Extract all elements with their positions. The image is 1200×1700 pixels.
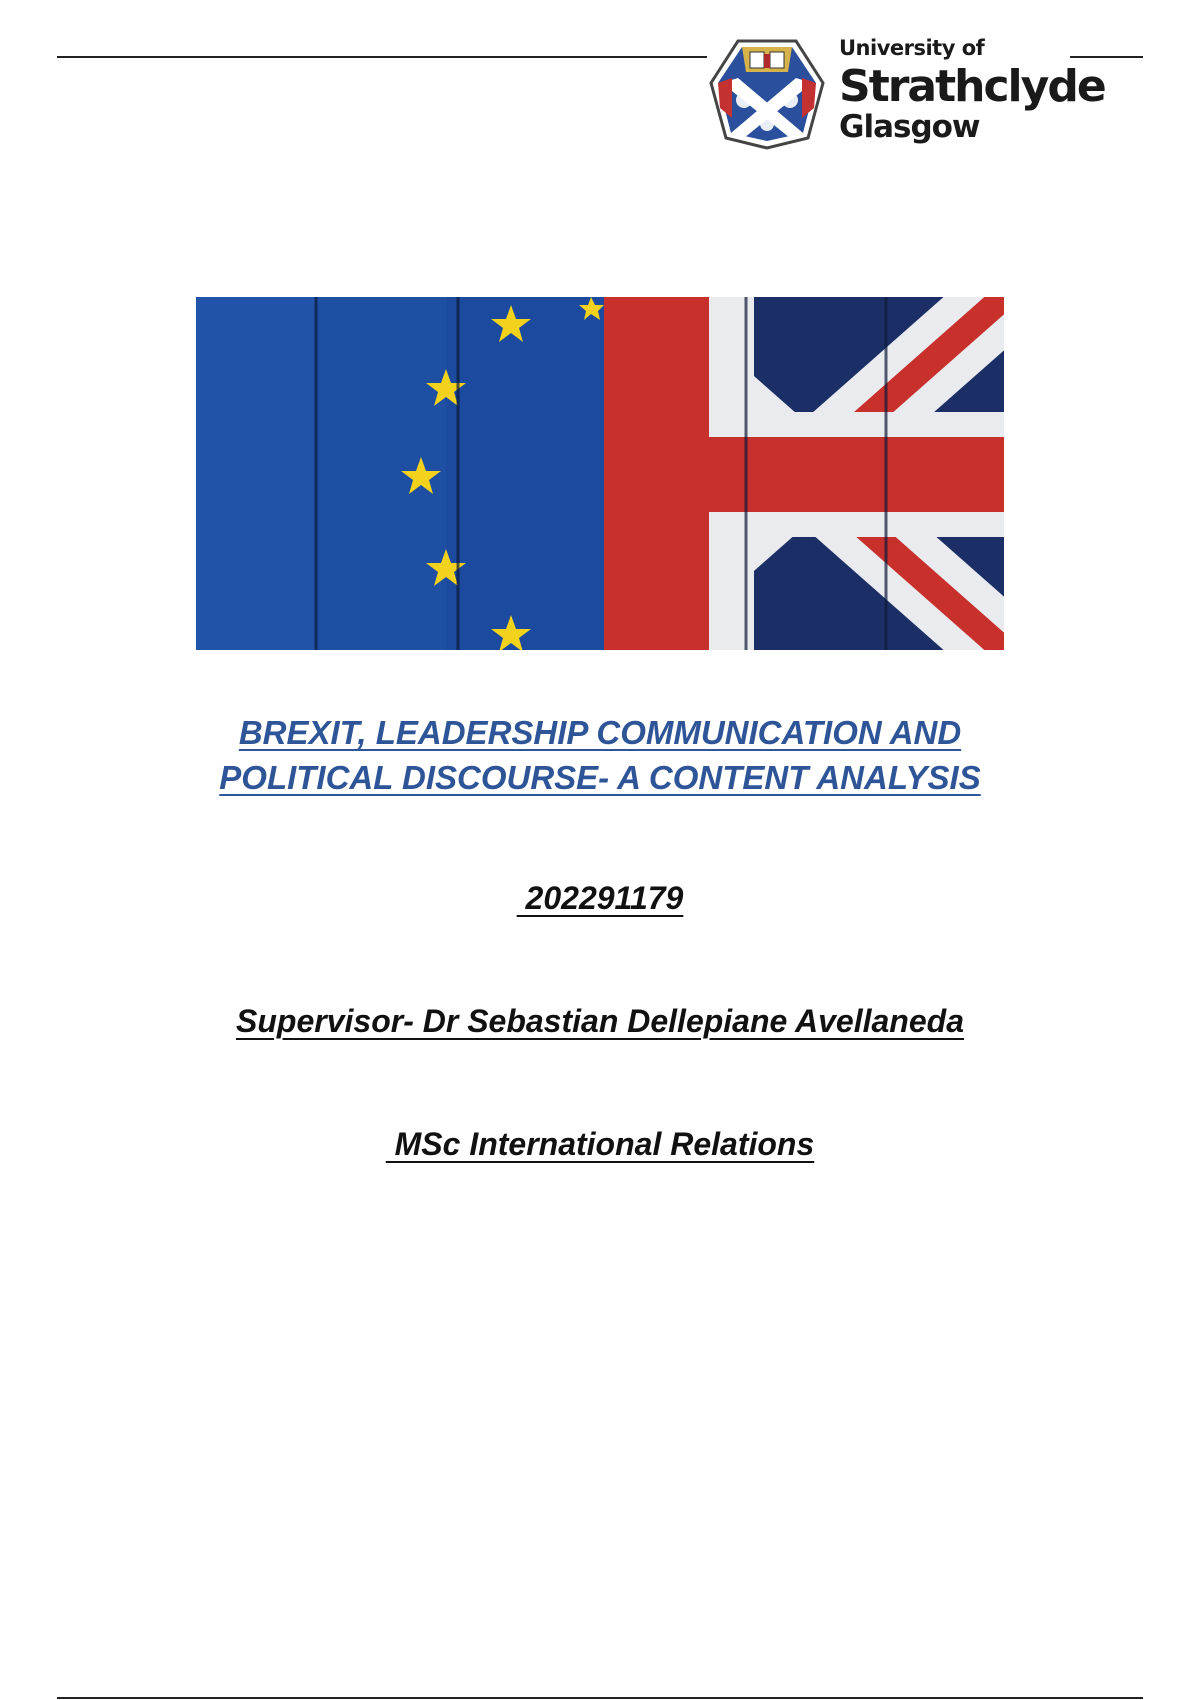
logo-wordmark <box>839 34 1105 144</box>
title-line-1: BREXIT, LEADERSHIP COMMUNICATION AND <box>238 714 962 751</box>
programme-line <box>0 1126 1200 1163</box>
logo-line-strathclyde: Strathclyde <box>839 61 1105 112</box>
university-logo <box>708 34 1105 154</box>
title-line-2: POLITICAL DISCOURSE- A CONTENT ANALYSIS <box>219 759 981 796</box>
brexit-banner-image <box>196 297 1004 650</box>
supervisor-name: Supervisor- Dr Sebastian Dellepiane Avellaneda <box>236 1003 964 1039</box>
footer-rule <box>57 1697 1143 1699</box>
union-jack-icon <box>604 297 1004 650</box>
supervisor-line <box>0 1003 1200 1040</box>
document-title <box>0 710 1200 800</box>
student-id: 202291179 <box>516 880 684 916</box>
header-rule-left <box>57 56 707 58</box>
eu-flag-icon <box>196 297 604 650</box>
logo-line-glasgow: Glasgow <box>839 109 980 145</box>
university-crest-icon <box>708 38 826 150</box>
student-id-line <box>0 880 1200 917</box>
logo-line-university-of: University of <box>839 36 985 60</box>
programme-name: MSc International Relations <box>385 1126 815 1162</box>
